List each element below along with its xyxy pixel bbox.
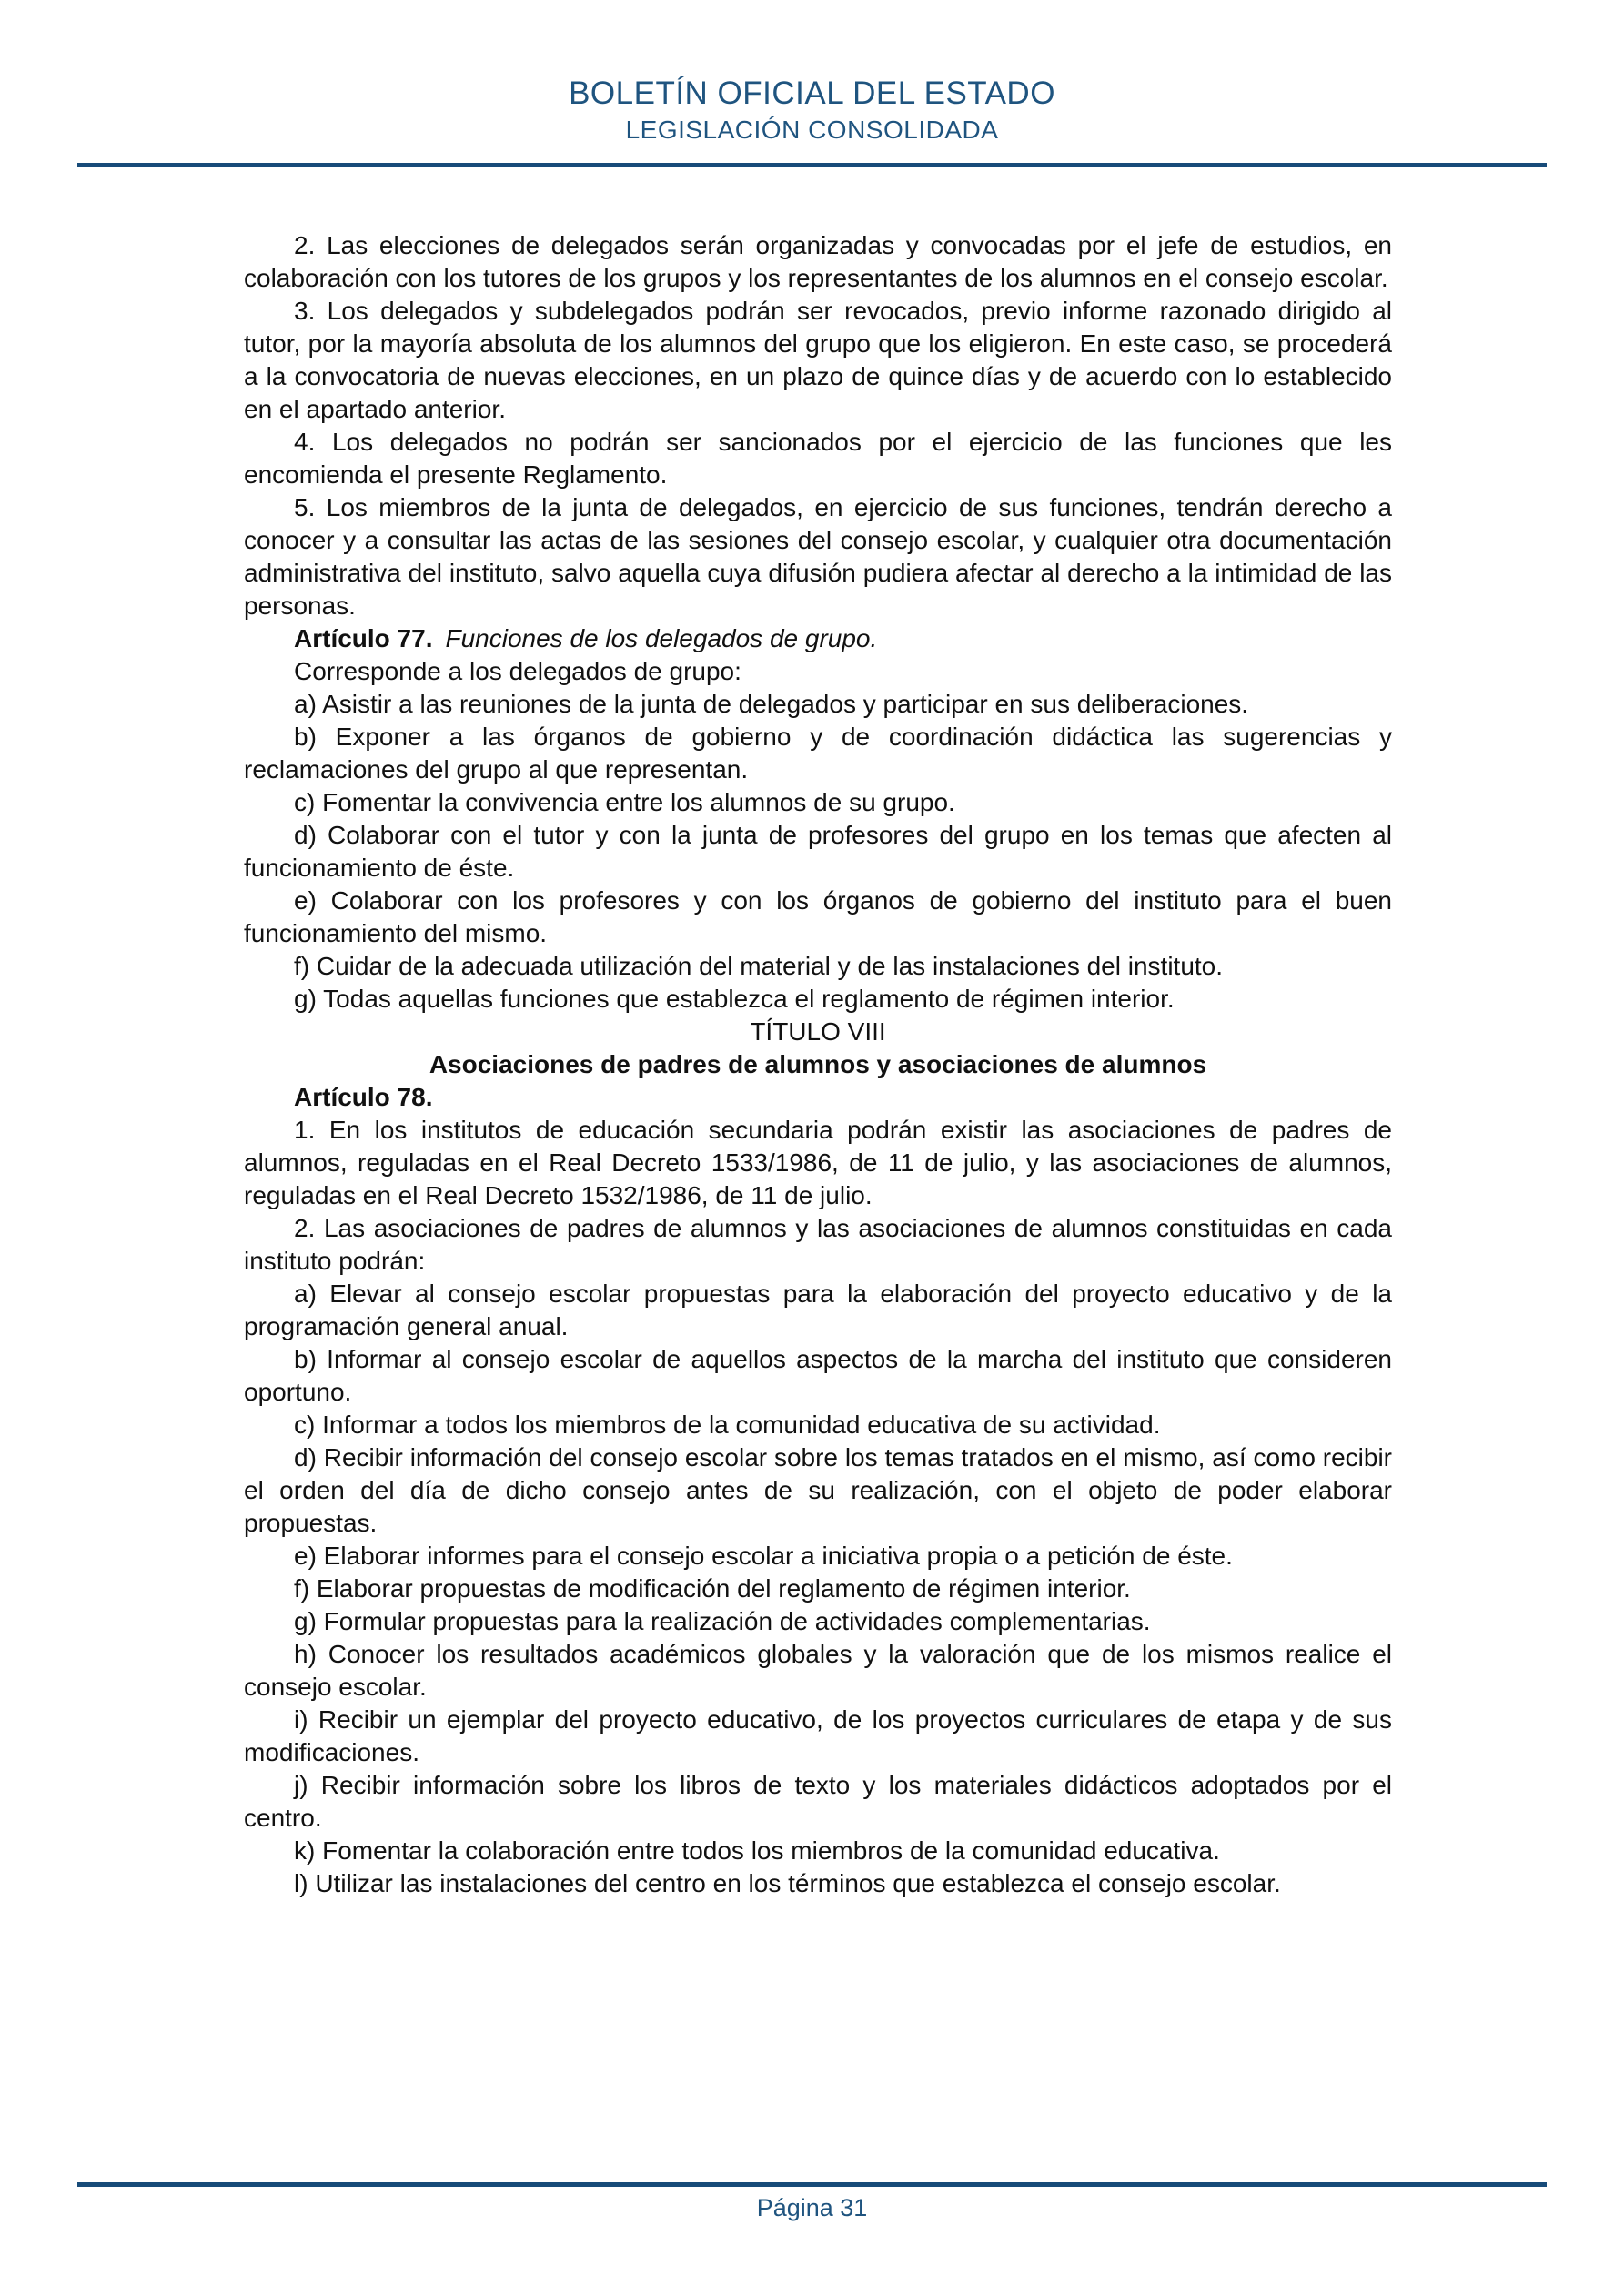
list-item-e: e) Elaborar informes para el consejo escolar a iniciativa propia o a petición de éste. — [294, 1542, 1233, 1570]
article-77-label: Artículo 77. — [294, 624, 433, 652]
paragraph-5: 5. Los miembros de la junta de delegados, en ejercicio de sus funciones, tendrán derecho a conocer y a consultar las actas de las sesiones del consejo escolar, y cualquier otra documentación administrativa del instituto, salvo aquella cuya difusión pudiera afectar al derecho a la intimidad de las personas. — [244, 493, 1392, 620]
list-item-f: f) Elaborar propuestas de modificación del reglamento de régimen interior. — [294, 1574, 1131, 1603]
list-item-a: a) Asistir a las reuniones de la junta de delegados y participar en sus deliberaciones. — [294, 690, 1249, 718]
list-item-j: j) Recibir información sobre los libros de texto y los materiales didácticos adoptados por el centro. — [244, 1771, 1392, 1832]
list-item-h: h) Conocer los resultados académicos globales y la valoración que de los mismos realice el consejo escolar. — [244, 1640, 1392, 1701]
list-item-d: d) Colaborar con el tutor y con la junta de profesores del grupo en los temas que afecten al funcionamiento de éste. — [244, 821, 1392, 882]
titulo-viii-heading: Asociaciones de padres de alumnos y asociaciones de alumnos — [429, 1050, 1207, 1078]
boe-masthead-subtitle: LEGISLACIÓN CONSOLIDADA — [625, 116, 999, 144]
list-item-i: i) Recibir un ejemplar del proyecto educativo, de los proyectos curriculares de etapa y de sus modificaciones. — [244, 1705, 1392, 1766]
article-78-paragraph-1: 1. En los institutos de educación secundaria podrán existir las asociaciones de padres de alumnos, reguladas en el Real Decreto 1533/1986, de 11 de julio, y las asociaciones de alumnos, reguladas en el Real Decreto 1532/1986, de 11 de julio. — [244, 1116, 1392, 1209]
paragraph-3: 3. Los delegados y subdelegados podrán ser revocados, previo informe razonado dirigido al tutor, por la mayoría absoluta de los alumnos del grupo que los eligieron. En este caso, se procederá a la convocatoria de nuevas elecciones, en un plazo de quince días y de acuerdo con lo establecido en el apartado anterior. — [244, 297, 1392, 423]
article-77-title: Funciones de los delegados de grupo. — [445, 624, 878, 652]
footer-rule — [77, 2182, 1547, 2187]
list-item-b: b) Informar al consejo escolar de aquellos aspectos de la marcha del instituto que consideren oportuno. — [244, 1345, 1392, 1406]
document-body — [244, 229, 1392, 1900]
article-77-heading — [244, 622, 1392, 655]
list-item-a: a) Elevar al consejo escolar propuestas para la elaboración del proyecto educativo y de la programación general anual. — [244, 1279, 1392, 1340]
list-item-f: f) Cuidar de la adecuada utilización del material y de las instalaciones del instituto. — [294, 952, 1224, 980]
list-item-g: g) Todas aquellas funciones que establezca el reglamento de régimen interior. — [294, 985, 1175, 1013]
article-78-paragraph-2: 2. Las asociaciones de padres de alumnos y las asociaciones de alumnos constituidas en cada instituto podrán: — [244, 1214, 1392, 1275]
paragraph-4: 4. Los delegados no podrán ser sancionados por el ejercicio de las funciones que les encomienda el presente Reglamento. — [244, 428, 1392, 489]
list-item-b: b) Exponer a las órganos de gobierno y de coordinación didáctica las sugerencias y reclamaciones del grupo al que representan. — [244, 723, 1392, 784]
article-77-items — [244, 688, 1392, 1016]
list-item-g: g) Formular propuestas para la realización de actividades complementarias. — [294, 1607, 1151, 1635]
article-78-label: Artículo 78. — [294, 1083, 433, 1111]
article-78-heading — [244, 1081, 1392, 1114]
article-77-intro: Corresponde a los delegados de grupo: — [294, 657, 741, 685]
list-item-e: e) Colaborar con los profesores y con los órganos de gobierno del instituto para el buen funcionamiento del mismo. — [244, 886, 1392, 947]
paragraph-2: 2. Las elecciones de delegados serán organizadas y convocadas por el jefe de estudios, en colaboración con los tutores de los grupos y los representantes de los alumnos en el consejo escolar. — [244, 231, 1392, 292]
article-78-items — [244, 1278, 1392, 1900]
list-item-d: d) Recibir información del consejo escolar sobre los temas tratados en el mismo, así como recibir el orden del día de dicho consejo antes de su realización, con el objeto de poder elaborar propuestas. — [244, 1443, 1392, 1537]
titulo-viii-label: TÍTULO VIII — [750, 1017, 886, 1046]
list-item-c: c) Fomentar la convivencia entre los alumnos de su grupo. — [294, 788, 955, 816]
list-item-c: c) Informar a todos los miembros de la comunidad educativa de su actividad. — [294, 1411, 1161, 1439]
page-number: Página 31 — [756, 2194, 868, 2221]
list-item-k: k) Fomentar la colaboración entre todos los miembros de la comunidad educativa. — [294, 1836, 1220, 1865]
list-item-l: l) Utilizar las instalaciones del centro en los términos que establezca el consejo escolar. — [294, 1869, 1281, 1897]
header-rule — [77, 163, 1547, 167]
boe-masthead-title: BOLETÍN OFICIAL DEL ESTADO — [569, 76, 1055, 111]
